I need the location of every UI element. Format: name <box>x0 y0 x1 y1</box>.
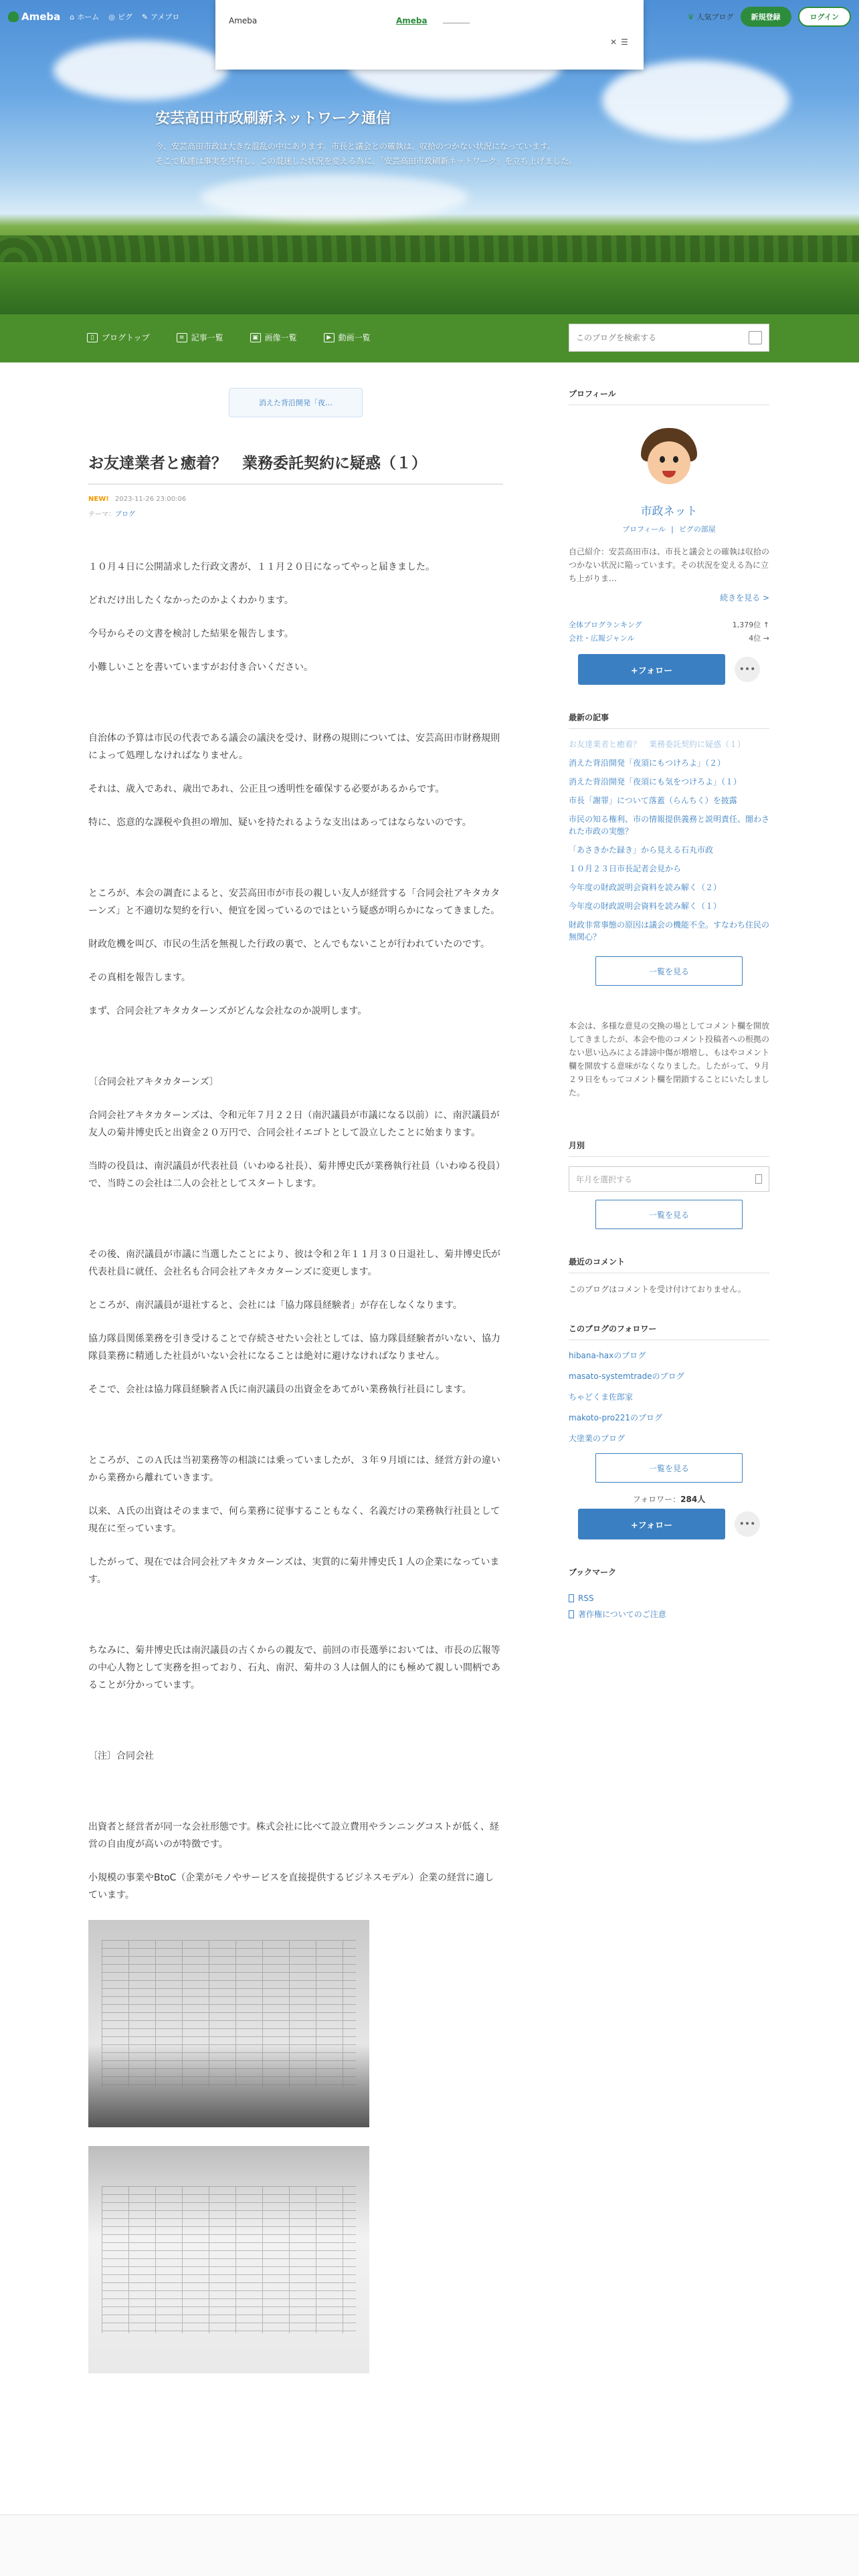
post-paragraph: 小規模の事業やBtoC（企業がモノやサービスを直接提供するビジネスモデル）企業の経営に適しています。 <box>88 1872 494 1901</box>
blog-navbar <box>0 314 859 362</box>
sidebar <box>569 388 769 1625</box>
search-icon[interactable] <box>749 331 762 344</box>
pigg-room-link[interactable]: ピグの部屋 <box>678 525 716 534</box>
topbar-pigg-link[interactable] <box>108 11 132 22</box>
follower-link[interactable]: masato-systemtradeのブログ <box>569 1372 684 1381</box>
post-paragraph: その真相を報告します。 <box>88 972 191 983</box>
profile-name[interactable]: 市政ネット <box>640 505 698 518</box>
theme-link[interactable]: ブログ <box>115 511 135 518</box>
document-photo[interactable] <box>88 1920 369 2127</box>
profile-links: プロフィール | ピグの部屋 <box>622 525 716 534</box>
recent-comments-heading: 最近のコメント <box>569 1256 769 1273</box>
chevron-down-icon <box>755 1174 762 1184</box>
pigg-icon: ◎ <box>108 12 115 21</box>
post-paragraph: 当時の役員は、南沢議員が代表社員（いわゆる社長）、菊井博史氏が業務執行社員（いわゆる役員）で、当時この会社は二人の会社としてスタートします。 <box>88 1161 500 1189</box>
prev-entry-link[interactable]: 消えた背沿開発「夜… <box>229 388 363 417</box>
blog-icon: ▯ <box>87 333 98 342</box>
frog-logo-icon <box>8 11 19 22</box>
genre-ranking-value: 4位 → <box>749 634 769 643</box>
blog-search <box>569 324 769 352</box>
treeline <box>0 235 859 262</box>
nav-image-list[interactable] <box>250 332 297 343</box>
search-input[interactable] <box>576 333 737 342</box>
overall-ranking-value: 1,379位 ↑ <box>732 621 769 629</box>
topbar-link-label: ホーム <box>77 13 100 21</box>
monthly-section <box>569 1140 769 1229</box>
ameblo-icon: ✎ <box>141 12 149 21</box>
post-paragraph: それは、歳入であれ、歳出であれ、公正且つ透明性を確保する必要があるからです。 <box>88 784 445 794</box>
rank-row <box>569 633 769 643</box>
rank-row <box>569 619 769 630</box>
blog-description <box>155 139 677 169</box>
recent-entry[interactable]: 「あさきかた録き」から見える石丸市政 <box>569 845 714 855</box>
crown-icon: ♛ <box>687 12 694 21</box>
follower-link[interactable]: 大塗業のブログ <box>569 1434 626 1443</box>
ameba-logo[interactable] <box>8 11 60 23</box>
rss-icon <box>569 1594 574 1602</box>
recent-entry[interactable]: 今年度の財政説明会資料を読み解く（１） <box>569 901 722 911</box>
nav-label: 画像一覧 <box>264 333 297 342</box>
genre-ranking-link[interactable]: 会社・広報ジャンル <box>569 634 635 643</box>
cloud <box>201 174 468 221</box>
topbar-link-label: アメブロ <box>151 13 180 21</box>
recent-entry[interactable]: 市長「謝罪」について落蓋（らんちく）を披露 <box>569 796 737 805</box>
recent-comments-section <box>569 1256 769 1296</box>
monthly-more-button[interactable]: 一覧を見る <box>595 1200 743 1229</box>
cloud <box>54 40 227 100</box>
follower-count <box>569 1493 769 1505</box>
post-paragraph: ところが、南沢議員が退社すると、会社には「協力隊員経験者」が存在しなくなります。 <box>88 1300 462 1311</box>
list-icon: ≡ <box>177 333 187 342</box>
bookmarks-section <box>569 1566 769 1620</box>
month-select[interactable] <box>569 1166 769 1192</box>
menu-icon[interactable]: ☰ <box>621 37 628 47</box>
post-paragraph: ところが、本会の調査によると、安芸高田市が市長の親しい友人が経営する「合同会社アキタカターンズ」と不適切な契約を行い、便宜を図っているのではという疑惑が明らかになってきました。 <box>88 888 500 916</box>
followers-more-button[interactable]: 一覧を見る <box>595 1453 743 1483</box>
recent-entry[interactable]: 消えた背沿開発「夜須にも気をつけろよ」（１） <box>569 777 742 786</box>
nav-blog-top[interactable] <box>87 332 150 343</box>
read-more-link[interactable]: 続きを見る > <box>720 593 769 603</box>
close-icon[interactable]: ✕ <box>610 37 617 47</box>
post-paragraph: 今号からその文書を検討した結果を報告します。 <box>88 629 294 639</box>
ad-popup <box>215 0 644 70</box>
ranking-link[interactable] <box>688 11 734 22</box>
post-paragraph: まず、合同会社アキタカターンズがどんな会社なのか説明します。 <box>88 1006 367 1016</box>
blog-description-line: 今、安芸高田市政は大きな混乱の中にあります。市長と議会との確執は、収拾のつかない状況になっています。 <box>155 142 556 151</box>
bookmark-label: RSS <box>578 1594 594 1603</box>
recent-entry[interactable]: 消えた背沿開発「夜須にもつけろよ」（２） <box>569 758 726 768</box>
image-icon: ▣ <box>250 333 261 342</box>
comments-closed-text: このブログはコメントを受け付けておりません。 <box>569 1285 746 1294</box>
footer <box>0 2514 859 2576</box>
post-paragraph: ところが、このＡ氏は当初業務等の相談には乗っていましたが、３年９月頃には、経営方針の違いから業務から離れていきます。 <box>88 1455 500 1483</box>
monthly-heading: 月別 <box>569 1140 769 1157</box>
post-paragraph: 財政危機を叫び、市民の生活を無視した行政の裏で、とんでもないことが行われていたのです。 <box>88 939 490 950</box>
post-paragraph: 協力隊員関係業務を引き受けることで存続させたい会社としては、協力隊員経験者がいない、協力隊員業務に精通した社員がいない会社になることは絶対に避けなければなりません。 <box>88 1333 500 1362</box>
follower-count-label: フォロワー： <box>632 1495 681 1504</box>
theme-label: テーマ： <box>88 511 115 518</box>
overall-ranking-link[interactable]: 全体ブログランキング <box>569 621 642 629</box>
followers-heading: このブログのフォロワー <box>569 1323 769 1340</box>
new-badge: NEW! <box>88 496 109 503</box>
copyright-link[interactable] <box>569 1608 769 1620</box>
post-paragraph: したがって、現在では合同会社アキタカターンズは、実質的に菊井博史氏１人の企業になっています。 <box>88 1557 500 1585</box>
popup-title: Ameba <box>229 16 258 25</box>
nav-video-list[interactable] <box>324 332 371 343</box>
blog-title[interactable]: 安芸高田市政刷新ネットワーク通信 <box>155 110 391 127</box>
month-select-value: 年月を選択する <box>576 1174 633 1184</box>
post-paragraph: 出資者と経営者が同一な会社形態です。株式会社に比べて設立費用やランニングコストが低く、経営の自由度が高いのが特徴です。 <box>88 1822 500 1850</box>
signup-button[interactable]: 新規登録 <box>741 7 791 27</box>
nav-label: ブログトップ <box>102 333 150 342</box>
topbar-link-label: ピグ <box>117 13 132 21</box>
cloud <box>602 60 789 140</box>
main-column <box>88 388 503 2392</box>
post-paragraph: 特に、恣意的な課税や負担の増加、疑いを持たれるような支出はあってはならないのです。 <box>88 817 472 828</box>
comment-notice: 本会は、多様な意見の交換の場としてコメント欄を開放してきましたが、本会や他のコメント投稿者への根拠のない思い込みによる誹謗中傷が増増し、もはやコメント欄を開放する意味がなくなりました。したがって、９月２９日をもってコメント欄を閉鎖することにいたしました。 <box>569 1021 770 1097</box>
follow-button[interactable]: +フォロー <box>578 1509 725 1539</box>
post-date: 2023-11-26 23:00:06 <box>114 496 187 503</box>
follower-count-value: 284人 <box>680 1495 706 1504</box>
follow-row <box>569 1509 769 1539</box>
avatar[interactable] <box>636 425 702 492</box>
profile-heading: プロフィール <box>569 388 769 405</box>
post-paragraph: 自治体の予算は市民の代表である議会の議決を受け、財務の規則については、安芸高田市財務規則によって処理しなければなりません。 <box>88 733 500 761</box>
post-paragraph: その後、南沢議員が市議に当選したことにより、彼は令和２年１１月３０日退社し、菊井博史氏が代表社員に就任、会社名も合同会社アキタカターンズに変更します。 <box>88 1249 500 1277</box>
post-subheading: 〔注〕合同会社 <box>88 1751 154 1761</box>
topbar-home-link[interactable] <box>70 11 99 22</box>
post-paragraph: 以来、Ａ氏の出資はそのままで、何ら業務に従事することもなく、名義だけの業務執行社員として現在に至っています。 <box>88 1506 500 1534</box>
document-icon <box>569 1610 574 1618</box>
post-paragraph: どれだけ出したくなかったのかよくわかります。 <box>88 595 294 606</box>
recent-entries-heading: 最新の記事 <box>569 712 769 729</box>
post-paragraph: ちなみに、菊井博史氏は南沢議員の古くからの親友で、前回の市長選挙においては、市長の広報等の中心人物として実務を担っており、石丸、南沢、菊井の３人は個人的にも極めて親しい間柄であることが分かっています。 <box>88 1645 500 1691</box>
bookmark-label: 著作権についてのご注意 <box>578 1610 666 1619</box>
nav-label: 動画一覧 <box>338 333 371 342</box>
more-options-icon[interactable]: ••• <box>735 1511 760 1537</box>
follow-button[interactable]: +フォロー <box>578 654 725 685</box>
document-photo[interactable] <box>88 2146 369 2373</box>
post-paragraph: 小難しいことを書いていますがお付き合いください。 <box>88 662 313 673</box>
popup-controls <box>610 37 628 47</box>
recent-entry[interactable]: 市民の知る権利、市の情報提供義務と説明責任、闇わされた市政の実態？ <box>569 815 770 836</box>
post-meta <box>88 496 503 503</box>
follower-link[interactable]: hibana-haxのブログ <box>569 1351 646 1360</box>
entries-more-button[interactable]: 一覧を見る <box>595 956 743 986</box>
video-icon: ▶ <box>324 333 335 342</box>
followers-section <box>569 1323 769 1539</box>
nav-entry-list[interactable] <box>177 332 223 343</box>
follower-link[interactable]: makoto-pro221のブログ <box>569 1413 663 1422</box>
more-options-icon[interactable]: ••• <box>735 657 760 682</box>
login-button[interactable]: ログイン <box>798 7 851 27</box>
popup-link[interactable]: Ameba <box>396 16 427 25</box>
follower-link[interactable]: ちゃどくま佐郎家 <box>569 1392 634 1402</box>
recent-entry[interactable]: 今年度の財政説明会資料を読み解く（２） <box>569 883 722 892</box>
blog-description-line: そこで私達は事実を共有し、この混迷した状況を変える為に、「安芸高田市政刷新ネットワーク」を立ち上げました。 <box>155 156 577 166</box>
rss-link[interactable] <box>569 1594 769 1603</box>
profile-link[interactable]: プロフィール <box>622 525 666 534</box>
post-paragraph: １０月４日に公開請求した行政文書が、１１月２０日になってやっと届きました。 <box>88 562 435 572</box>
post-theme <box>88 508 503 518</box>
recent-entry[interactable]: 財政非常事態の原因は議会の機能不全。すなわち住民の無関心？ <box>569 920 770 942</box>
recent-entries-section <box>569 712 769 986</box>
post-paragraph: そこで、会社は協力隊員経験者Ａ氏に南沢議員の出資金をあてがい業務執行社員にします。 <box>88 1384 472 1395</box>
post-paragraph: 合同会社アキタカターンズは、令和元年７月２２日（南沢議員が市議になる以前）に、南沢議員が友人の菊井博史氏と出資金２０万円で、合同会社イエゴトとして設立したことに始まります。 <box>88 1110 500 1138</box>
recent-entry[interactable]: １０月２３日市長記者会見から <box>569 864 682 873</box>
follow-row <box>569 654 769 685</box>
recent-entry[interactable]: お友達業者と癒着？ 業務委託契約に疑惑（１） <box>569 740 746 749</box>
bookmarks-heading: ブックマーク <box>569 1568 617 1577</box>
ranking-label: 人気ブログ <box>696 13 734 21</box>
ameba-logo-text: Ameba <box>21 11 61 23</box>
post-subheading: 〔合同会社アキタカターンズ〕 <box>88 1077 219 1087</box>
topbar-ameblo-link[interactable] <box>142 11 180 22</box>
home-icon: ⌂ <box>70 12 75 21</box>
post-body <box>88 558 503 2373</box>
post-title[interactable]: お友達業者と癒着？ 業務委託契約に疑惑（１） <box>88 451 503 485</box>
profile-intro: 自己紹介：安芸高田市は、市長と議会との確執は収拾のつかない状況に陥っています。その状況を変える為に立ち上がりま… <box>569 547 770 583</box>
nav-label: 記事一覧 <box>191 333 223 342</box>
